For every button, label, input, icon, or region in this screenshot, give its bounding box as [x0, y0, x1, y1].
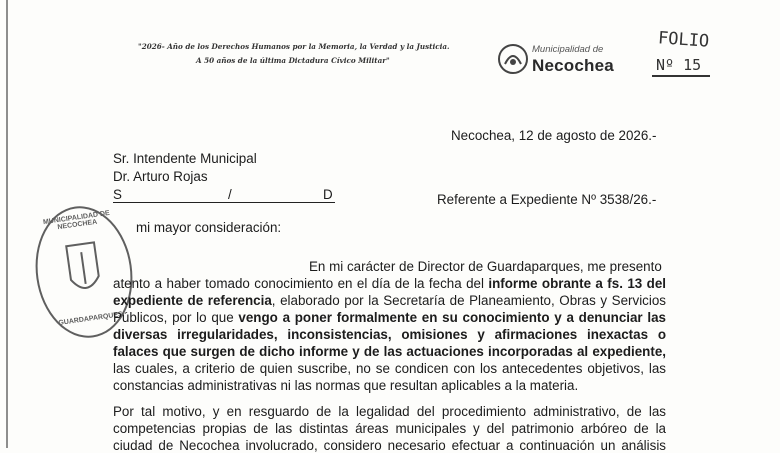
paragraph2-line2: competencias propias de las distintas áreas municipales y del patrimonio arbóreo de la	[113, 421, 666, 436]
paragraph2-line3: ciudad de Necochea involucrado, considero necesario efectuar a continuación un análisis	[113, 438, 666, 453]
paragraph1-line5: diversas irregularidades, inconsistencias, omisiones y afirmaciones inexactas o	[113, 327, 666, 342]
header-line-2: A 50 años de la última Dictadura Cívico Militar"	[196, 56, 390, 65]
recipient-s: S	[113, 187, 122, 202]
municipal-emblem-icon	[496, 42, 530, 76]
paragraph1-line3-bold: expediente de referencia	[113, 293, 272, 308]
reference-line: Referente a Expediente Nº 3538/26.-	[437, 192, 657, 207]
header-line-1: "2026- Año de los Derechos Humanos por la Memoria, la Verdad y la Justicia.	[138, 42, 450, 51]
municipal-logo	[496, 40, 636, 80]
paragraph1-line4-bold: vengo a poner formalmente en su conocimiento y a denunciar las	[238, 310, 666, 325]
scan-edge	[6, 0, 8, 448]
stamp-emblem-icon	[60, 238, 108, 303]
paragraph1-line7: las cuales, a criterio de quien suscribe, no se condicen con los antecedentes objetivos, las	[113, 361, 666, 376]
recipient-slash: /	[228, 187, 232, 202]
paragraph1-line4	[113, 310, 666, 325]
stamp-text-top: MUNICIPALIDAD DE NECOCHEA	[42, 209, 111, 232]
logo-label-small: Municipalidad de	[532, 44, 604, 55]
paragraph2-line1: Por tal motivo, y en resguardo de la legalidad del procedimiento administrativo, de las	[113, 404, 666, 419]
stamp-text-bottom: GUARDAPARQUES	[58, 311, 124, 328]
recipient-d: D	[323, 187, 333, 202]
salutation: mi mayor consideración:	[136, 220, 282, 235]
paragraph1-line6: falaces que surgen de dicho informe y de las actuaciones incorporadas al expediente,	[113, 344, 666, 359]
paragraph1-line2-text: atento a haber tomado conocimiento en el día de la fecha del	[113, 276, 489, 291]
logo-label-city: Necochea	[532, 56, 614, 75]
paragraph1-line3	[113, 293, 666, 308]
folio-underline	[652, 75, 710, 77]
folio-label: FOLIO	[657, 28, 710, 52]
folio-number: Nº 15	[656, 56, 702, 74]
paragraph1-line4-text: Públicos, por lo que	[113, 310, 239, 325]
paragraph1-line8: constancias administrativas ni las normas que resultan aplicables a la materia.	[113, 378, 579, 393]
paragraph1-line3-text: , elaborado por la Secretaría de Planeamiento, Obras y Servicios	[271, 293, 666, 308]
paragraph1-line1: En mi carácter de Director de Guardaparques, me presento	[309, 259, 662, 274]
paragraph1-line2	[113, 276, 666, 291]
paragraph1-line2-bold: informe obrante a fs. 13 del	[488, 276, 667, 291]
date-line: Necochea, 12 de agosto de 2026.-	[451, 128, 657, 143]
recipient-line-1: Sr. Intendente Municipal	[113, 151, 257, 166]
recipient-underline	[113, 202, 335, 203]
recipient-line-2: Dr. Arturo Rojas	[113, 169, 208, 184]
